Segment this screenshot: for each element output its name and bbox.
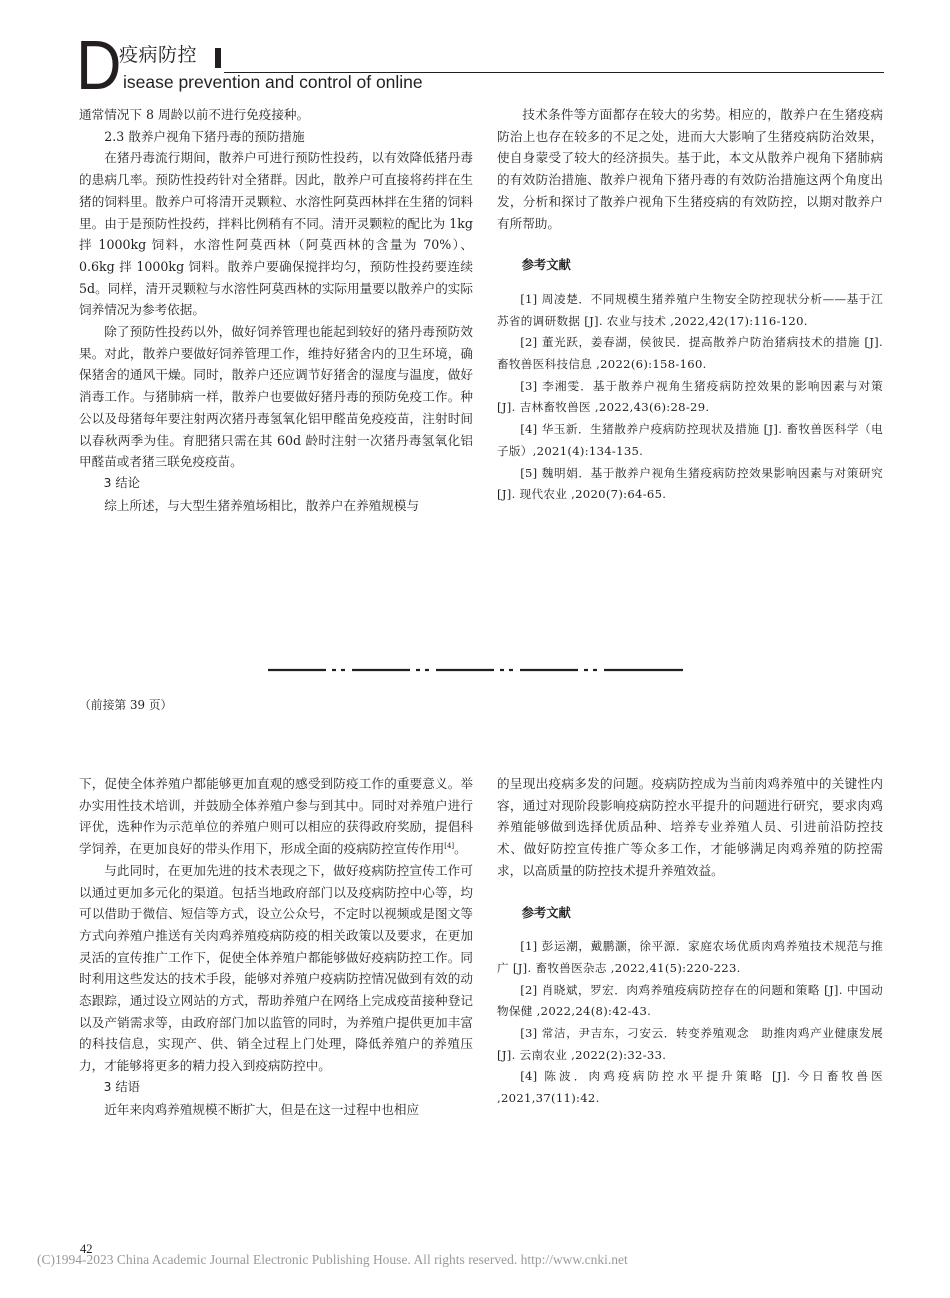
header-bar-decoration <box>215 48 221 68</box>
bottom-right-column <box>497 773 883 1110</box>
paragraph: 在猪丹毒流行期间，散养户可进行预防性投药，以有效降低猪丹毒的患病几率。预防性投药针对全猪群。因此，散养户可直接将药拌在生猪的饲料里。散养户可将清开灵颗粒、水溶性阿莫西林拌在生猪的饲料里。由于是预防性投药，拌料比例稍有不同。清开灵颗粒的配比为 1kg 拌 1000kg 饲料，水溶性阿莫西林（阿莫西林的含量为 70%）、0.6kg 拌 1000kg 饲料。散养户要确保搅拌均匀，预防性投药要连续 5d。同样，清开灵颗粒与水溶性阿莫西林的实际用量要以散养户的实际饲养情况为参考依据。 <box>79 150 473 318</box>
article-separator <box>268 663 683 677</box>
top-right-column <box>497 104 883 506</box>
reference-item: [3] 李湘雯．基于散养户视角生猪疫病防控效果的影响因素与对策 [J]. 吉林畜牧兽医 ,2022,43(6):28-29. <box>497 378 883 415</box>
paragraph: 综上所述，与大型生猪养殖场相比，散养户在养殖规模与 <box>104 497 420 513</box>
bottom-left-column <box>79 773 473 1120</box>
paragraph: 的呈现出疫病多发的问题。疫病防控成为当前肉鸡养殖中的关键性内容，通过对现阶段影响疫病防控水平提升的问题进行研究，要求肉鸡养殖能够做到选择优质品种、培养专业养殖人员、引进前沿防控技术、做好防控宣传推广等众多工作，才能够满足肉鸡养殖的防控需求，以高质量的防控技术提升养殖效益。 <box>497 776 883 878</box>
reference-item: [1] 周凌楚．不同规模生猪养殖户生物安全防控现状分析——基于江苏省的调研数据 [J]. 农业与技术 ,2022,42(17):116-120. <box>497 291 883 328</box>
section-heading: 3 结论 <box>103 475 140 490</box>
reference-item: [2] 肖晓斌，罗宏．肉鸡养殖疫病防控存在的问题和策略 [J]. 中国动物保健 ,2022,24(8):42-43. <box>497 982 883 1019</box>
paragraph: 除了预防性投药以外，做好饲养管理也能起到较好的猪丹毒预防效果。对此，散养户要做好饲养管理工作，维持好猪舍内的卫生环境，确保猪舍的通风干燥。同时，散养户还应调节好猪舍的湿度与温度，做好消毒工作。与猪肺病一样，散养户也要做好猪丹毒的预防免疫工作。种公以及母猪每年要注射两次猪丹毒氢氧化铝甲醛苗免疫疫苗，注射时间以春秋两季为佳。育肥猪只需在其 60d 龄时注射一次猪丹毒氢氧化铝甲醛苗或者猪三联免疫疫苗。 <box>79 324 473 470</box>
continued-note: （前接第 39 页） <box>79 698 173 712</box>
section-heading: 2.3 散养户视角下猪丹毒的预防措施 <box>104 128 305 144</box>
reference-item: [1] 彭运潮，戴鹏灏，徐平源．家庭农场优质肉鸡养殖技术规范与推广 [J]. 畜牧兽医杂志 ,2022,41(5):220-223. <box>497 939 883 975</box>
header-logo-letter: D <box>76 26 122 104</box>
copyright-notice: (C)1994-2023 China Academic Journal Electronic Publishing House. All rights reserved. http://www.cnki.net <box>37 1252 628 1267</box>
section-title: 疫病防控 <box>119 44 198 66</box>
paragraph: 与此同时，在更加先进的技术表现之下，做好疫病防控宣传工作可以通过更加多元化的渠道。包括当地政府部门以及疫病防控中心等，均可以借助于微信、短信等方式，设立公众号，不定时以视频或是图文等方式向养殖户推送有关肉鸡养殖疫病防疫的相关政策以及要求，在更加灵活的宣传推广工作下，促使全体养殖户都能够做好疫病防控工作。同时利用这些发达的技术手段，能够对养殖户疫病防控情况做到有效的动态跟踪，通过设立网站的方式，帮助养殖户在网络上完成疫苗接种登记以及产销需求等，由政府部门加以监管的同时，为养殖户提供更加丰富的科技信息，实现产、供、销全过程上门处理，降低养殖户的养殖压力，才能够将更多的精力投入到疫病防控中。 <box>79 862 473 1074</box>
reference-item: [3] 常洁，尹吉东，刁安云．转变养殖观念 助推肉鸡产业健康发展 [J]. 云南农业 ,2022(2):32-33. <box>497 1026 883 1062</box>
paragraph: 技术条件等方面都存在较大的劣势。相应的，散养户在生猪疫病防治上也存在较多的不足之处，进而大大影响了生猪疫病防治效果，使自身蒙受了较大的经济损失。基于此，本文从散养户视角下猪肺病的有效防治措施、散养户视角下猪丹毒的有效防治措施这两个角度出发，分析和探讨了散养户视角下生猪疫病的有效防控，以期对散养户有所帮助。 <box>497 107 883 231</box>
section-subtitle: isease prevention and control of online <box>123 72 423 92</box>
reference-item: [4] 陈波．肉鸡疫病防控水平提升策略 [J]. 今日畜牧兽医 ,2021,37(11):42. <box>497 1069 883 1106</box>
reference-item: [2] 董光跃，姜春湖，侯彼民．提高散养户防治猪病技术的措施 [J]. 畜牧兽医科技信息 ,2022(6):158-160. <box>497 335 883 372</box>
reference-item: [5] 魏明娟．基于散养户视角生猪疫病防控效果影响因素与对策研究 [J]. 现代农业 ,2020(7):64-65. <box>497 465 883 502</box>
paragraph: 近年来肉鸡养殖规模不断扩大，但是在这一过程中也相应 <box>104 1101 420 1117</box>
references-title: 参考文献 <box>521 905 571 920</box>
paragraph: 通常情况下 8 周龄以前不进行免疫接种。 <box>79 107 310 122</box>
top-left-column <box>79 104 473 516</box>
reference-item: [4] 华玉新．生猪散养户疫病防控现状及措施 [J]. 畜牧兽医科学（电子版）,2021(4):134-135. <box>497 422 883 458</box>
paragraph: 下，促使全体养殖户都能够更加直观的感受到防疫工作的重要意义。举办实用性技术培训，并鼓励全体养殖户参与到其中。同时对养殖户进行评优，选种作为示范单位的养殖户则可以相应的获得政府奖励，提倡科学饲养，在更加良好的带头作用下，形成全面的疫病防控宣传作用[4]。 <box>79 776 473 857</box>
references-title: 参考文献 <box>521 258 571 273</box>
section-heading: 3 结语 <box>103 1079 140 1094</box>
citation-marker: [4] <box>444 842 455 851</box>
page-number: 42 <box>80 1242 93 1256</box>
